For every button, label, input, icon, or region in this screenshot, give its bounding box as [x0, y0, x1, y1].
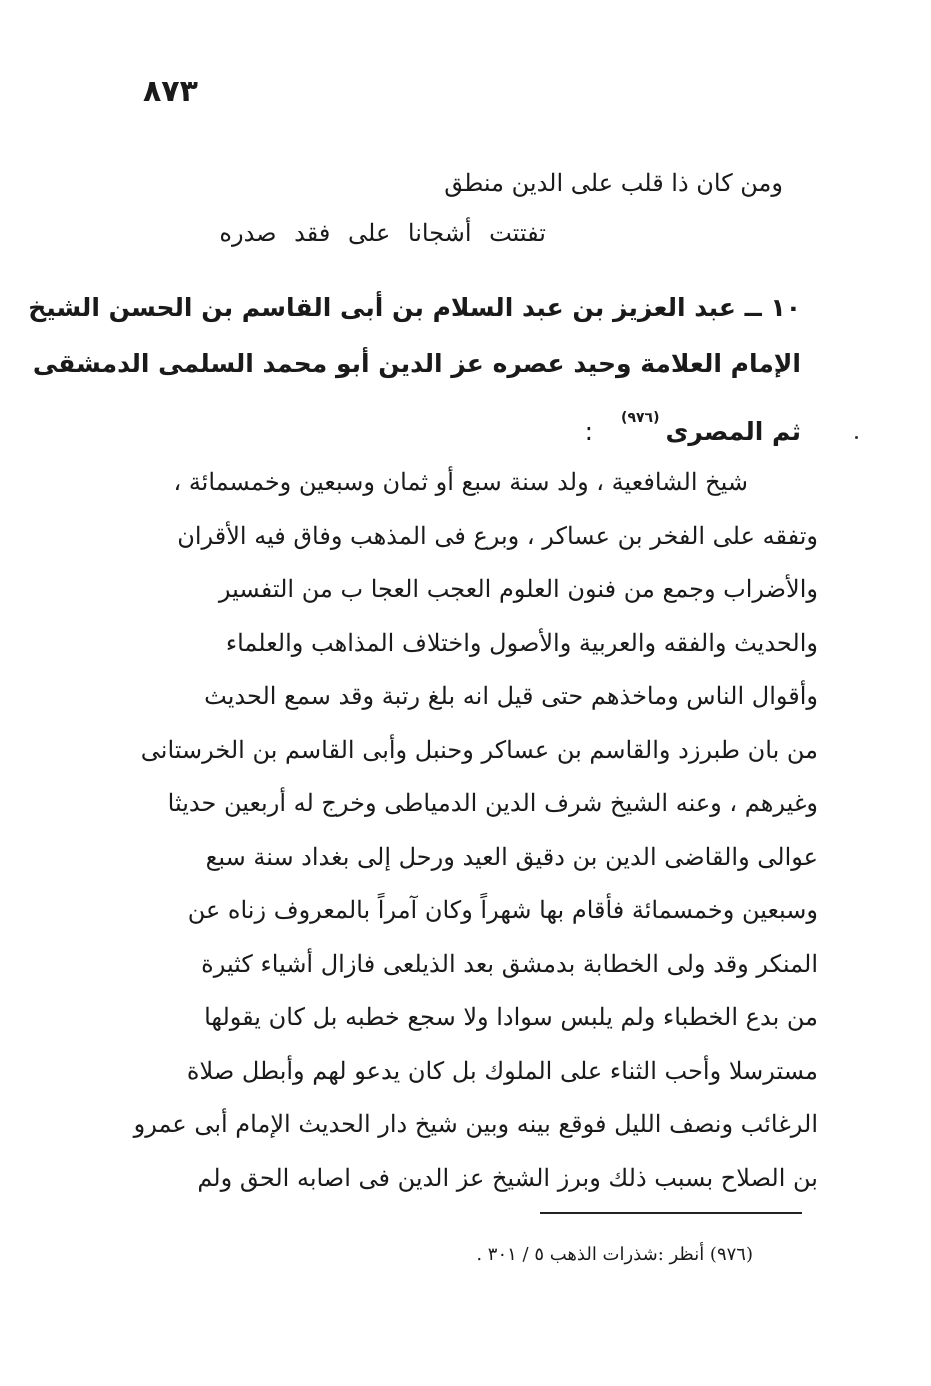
body-line: الرغائب ونصف الليل فوقع بينه وبين شيخ دار الحديث الإمام أبى عمرو: [133, 1110, 818, 1138]
verse-line-2: تفتتت أشجانا على فقد صدره: [219, 219, 546, 247]
body-paragraph: [128, 456, 818, 1205]
body-line: وغيرهم ، وعنه الشيخ شرف الدين الدمياطى وخرج له أربعين حديثا: [167, 789, 818, 817]
page-number: ٨٧٣: [143, 74, 198, 109]
heading-colon: :: [584, 417, 594, 446]
body-line: وتفقه على الفخر بن عساكر ، وبرع فى المذهب وفاق فيه الأقران: [177, 521, 818, 550]
footnote-reference: (٩٧٦): [621, 410, 660, 426]
entry-heading-text: ثم المصرى: [665, 417, 801, 446]
body-line: من بدع الخطباء ولم يلبس سوادا ولا سجع خطبه بل كان يقولها: [204, 1003, 818, 1031]
scan-speck: [855, 436, 858, 439]
entry-heading-line-3: [121, 390, 801, 460]
body-line: شيخ الشافعية ، ولد سنة سبع أو ثمان وسبعين وخمسمائة ،: [173, 468, 748, 496]
body-line: المنكر وقد ولى الخطابة بدمشق بعد الذيلعى فازال أشياء كثيرة: [201, 949, 818, 978]
body-line: والحديث والفقه والعربية والأصول واختلاف المذاهب والعلماء: [225, 628, 818, 657]
footnote: (٩٧٦) أنظر :شذرات الذهب ٥ / ٣٠١ .: [476, 1244, 753, 1265]
verse-line-1: ومن كان ذا قلب على الدين منطق: [444, 169, 783, 197]
body-line: مسترسلا وأحب الثناء على الملوك بل كان يدعو لهم وأبطل صلاة: [186, 1056, 818, 1085]
body-line: وسبعين وخمسمائة فأقام بها شهراً وكان آمراً بالمعروف زناه عن: [187, 896, 818, 924]
body-line: من بان طبرزد والقاسم بن عساكر وحنبل وأبى القاسم بن الخرستانى: [140, 735, 818, 764]
body-line: وأقوال الناس وماخذهم حتى قيل انه بلغ رتبة وقد سمع الحديث: [204, 682, 818, 710]
entry-heading-line-2: الإمام العلامة وحيد عصره عز الدين أبو محمد السلمى الدمشقى: [32, 349, 801, 378]
entry-heading-line-1: ١٠ ــ عبد العزيز بن عبد السلام بن أبى القاسم بن الحسن الشيخ: [28, 293, 801, 322]
footnote-divider: [540, 1212, 802, 1214]
body-line: بن الصلاح بسبب ذلك وبرز الشيخ عز الدين فى اصابه الحق ولم: [197, 1163, 818, 1192]
body-line: والأضراب وجمع من فنون العلوم العجب العجا ب من التفسير: [218, 575, 818, 603]
body-line: عوالى والقاضى الدين بن دقيق العيد ورحل إلى بغداد سنة سبع: [205, 842, 818, 871]
